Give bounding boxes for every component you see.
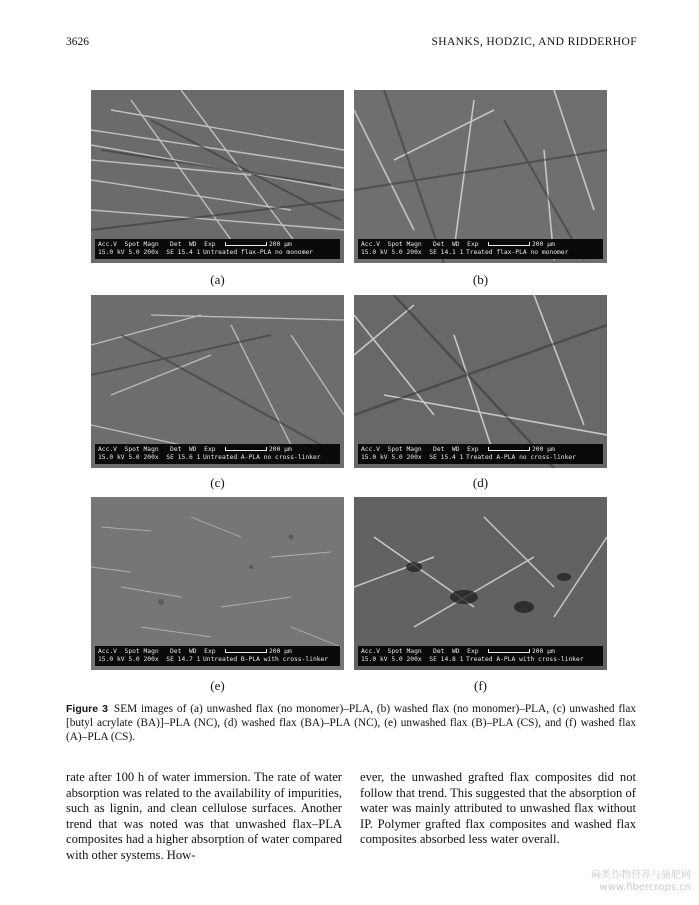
scale-bar [225, 242, 267, 246]
sem-image-f [354, 497, 607, 670]
body-text-left-column: rate after 100 h of water immersion. The rate of water absorption was related to the availability of impurities, such as lignin, and clean cellulose surfaces. Another trend that was noted was that unwashed flax–PLA composites had a higher absorption of water compared with other systems. How- [66, 770, 342, 862]
page-number: 3626 [66, 36, 89, 48]
panel-label-e: (e) [210, 678, 225, 693]
panel-label-c: (c) [210, 475, 225, 490]
sem-image-d [354, 295, 607, 468]
sem-panel-c [91, 295, 344, 468]
scale-bar-label: 200 μm [532, 446, 555, 453]
sample-label: Untreated flax-PLA no monomer [203, 249, 313, 256]
sample-label: Untreated B-PLA with cross-linker [203, 656, 329, 663]
sem-image-a [91, 90, 344, 263]
sem-panel-e [91, 497, 344, 670]
scale-bar-label: 200 μm [269, 446, 292, 453]
sem-panel-d [354, 295, 607, 468]
scale-bar-label: 200 μm [269, 648, 292, 655]
sem-image-c [91, 295, 344, 468]
sem-image-e [91, 497, 344, 670]
scale-bar [488, 242, 530, 246]
sem-panel-b [354, 90, 607, 263]
sem-info-bar-e [95, 646, 340, 666]
sample-label: Treated A-PLA with cross-linker [466, 656, 584, 663]
sample-label: Treated flax-PLA no monomer [466, 249, 569, 256]
sem-info-values: 15.0 kV 5.0 200x SE 14.8 1 [361, 656, 464, 663]
sem-info-header: Acc.V Spot Magn Det WD Exp [361, 241, 479, 248]
watermark-line-1: 麻类作物营养与施肥网 [591, 870, 691, 881]
sem-image-b [354, 90, 607, 263]
watermark [591, 870, 691, 894]
scale-bar [225, 649, 267, 653]
figure-caption [66, 702, 636, 744]
figure-caption-text: SEM images of (a) unwashed flax (no monomer)–PLA, (b) washed flax (no monomer)–PLA, (c) unwashed flax [butyl acrylate (BA)]–PLA (NC), (d) washed flax (BA)–PLA (NC), (e) unwashed flax (B)–PLA (CS), and (f) washed flax (A)–PLA (CS). [66, 703, 636, 743]
panel-label-b: (b) [472, 272, 489, 287]
sem-info-values: 15.0 kV 5.0 200x SE 15.4 1 [98, 249, 201, 256]
sem-info-bar-c [95, 444, 340, 464]
sem-info-header: Acc.V Spot Magn Det WD Exp [98, 648, 216, 655]
sample-label: Treated A-PLA no cross-linker [466, 454, 576, 461]
watermark-line-2: www.fibercrops.cn [599, 882, 691, 893]
scale-bar-label: 200 μm [532, 241, 555, 248]
sem-info-header: Acc.V Spot Magn Det WD Exp [98, 241, 216, 248]
panel-label-d: (d) [472, 475, 489, 490]
sem-info-values: 15.0 kV 5.0 200x SE 14.7 1 [98, 656, 201, 663]
panel-label-f: (f) [474, 678, 487, 693]
running-head: SHANKS, HODZIC, AND RIDDERHOF [431, 36, 637, 48]
sem-panel-f [354, 497, 607, 670]
scale-bar [225, 447, 267, 451]
sem-panel-a [91, 90, 344, 263]
scale-bar [488, 447, 530, 451]
sem-info-values: 15.0 kV 5.0 200x SE 15.6 1 [98, 454, 201, 461]
sem-info-header: Acc.V Spot Magn Det WD Exp [361, 446, 479, 453]
sem-info-bar-b [358, 239, 603, 259]
figure-label: Figure 3 [66, 703, 108, 715]
sem-info-header: Acc.V Spot Magn Det WD Exp [98, 446, 216, 453]
sem-info-values: 15.0 kV 5.0 200x SE 15.4 1 [361, 454, 464, 461]
sem-info-values: 15.0 kV 5.0 200x SE 14.1 1 [361, 249, 464, 256]
panel-label-a: (a) [210, 272, 225, 287]
sem-info-bar-d [358, 444, 603, 464]
scale-bar-label: 200 μm [532, 648, 555, 655]
scale-bar [488, 649, 530, 653]
sem-info-header: Acc.V Spot Magn Det WD Exp [361, 648, 479, 655]
sem-info-bar-a [95, 239, 340, 259]
sem-info-bar-f [358, 646, 603, 666]
body-text-right-column: ever, the unwashed grafted flax composites did not follow that trend. This suggested that the absorption of water was mainly attributed to unwashed flax without IP. Polymer grafted flax composites and washed flax composites absorbed less water overall. [360, 770, 636, 847]
sample-label: Untreated A-PLA no cross-linker [203, 454, 321, 461]
scale-bar-label: 200 μm [269, 241, 292, 248]
